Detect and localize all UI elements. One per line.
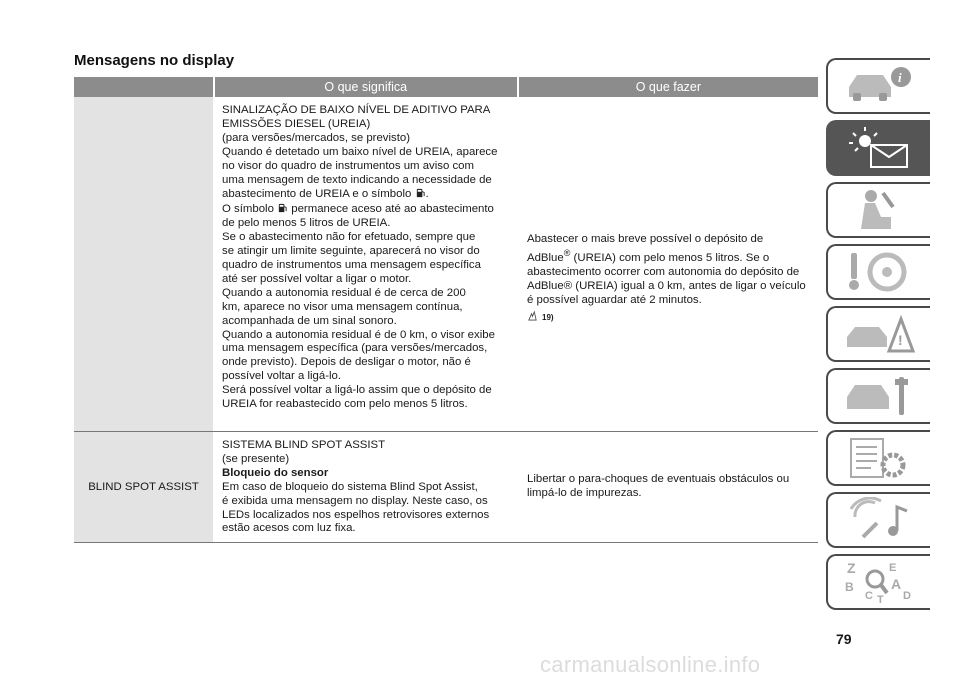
index-letter: A (891, 576, 902, 592)
meaning-line: uma mensagem de texto indicando a necessidade de (222, 173, 492, 186)
tab-safety[interactable] (826, 182, 930, 238)
svg-text:!: ! (898, 332, 903, 348)
meaning-line: Será possível voltar a ligá-lo assim que o depósito de (222, 384, 492, 397)
index-letter: Z (847, 560, 856, 576)
urea-fuel-pump-icon (277, 202, 288, 213)
meaning-line: quadro de instrumentos uma mensagem específica (222, 258, 481, 271)
action-line: abastecimento ocorrer com autonomia do depósito de (527, 265, 800, 278)
action-line: Libertar o para-choques de eventuais obstáculos ou (527, 473, 790, 486)
header-blank-cell (74, 77, 213, 97)
meaning-cell (213, 432, 518, 542)
warning-reference (527, 310, 806, 325)
row-label-cell: BLIND SPOT ASSIST (74, 432, 213, 542)
specifications-gear-icon (841, 435, 917, 481)
breakdown-warning-icon (841, 311, 917, 357)
messages-table (74, 77, 818, 543)
meaning-line: SINALIZAÇÃO DE BAIXO NÍVEL DE ADITIVO PARA (222, 104, 491, 116)
key-steering-wheel-icon (841, 249, 917, 295)
action-line: é possível aguardar até 2 minutos. (527, 293, 702, 306)
tab-multimedia[interactable] (826, 492, 930, 548)
car-maintenance-icon (841, 373, 917, 419)
tab-car-info[interactable] (826, 58, 930, 114)
page-number: 79 (836, 631, 852, 647)
index-letter: B (845, 580, 854, 594)
action-line (527, 247, 806, 266)
action-cell (518, 432, 818, 542)
index-letter: D (903, 590, 911, 602)
table-row-urea (74, 97, 818, 432)
meaning-subheading: Bloqueio do sensor (222, 466, 329, 479)
meaning-line: se atingir um limite seguinte, aparecerá no visor do (222, 245, 480, 258)
meaning-line: possível voltar a ligá-lo. (222, 370, 342, 383)
tab-warning-lights[interactable] (826, 120, 930, 176)
meaning-line: até ser possível voltar a ligar o motor. (222, 272, 412, 285)
urea-fuel-pump-icon (415, 187, 426, 198)
index-letter: E (889, 562, 897, 574)
meaning-text: abastecimento de UREIA e o símbolo (222, 188, 412, 201)
meaning-line: Quando a autonomia residual é de 0 km, o visor exibe (222, 328, 495, 341)
warning-ref-number: 19) (542, 312, 554, 322)
meaning-line: EMISSÕES DIESEL (UREIA) (222, 117, 371, 130)
meaning-line: Se o abastecimento não for efetuado, sempre que (222, 231, 476, 244)
header-what-means: O que significa (213, 77, 517, 97)
meaning-line: Em caso de bloqueio do sistema Blind Spot Assist, (222, 480, 478, 493)
warning-light-message-icon (841, 125, 917, 171)
svg-text:i: i (898, 70, 902, 85)
meaning-line: LEDs localizados nos espelhos retrovisores externos (222, 508, 490, 521)
meaning-line: Quando é detetado um baixo nível de UREIA, aparece (222, 145, 498, 158)
meaning-line: UREIA for reabastecido com pelo menos 5 litros. (222, 398, 468, 411)
meaning-line (222, 202, 514, 217)
meaning-line: km, aparece no visor uma mensagem contínua, (222, 300, 463, 313)
meaning-line: onde previsto). Depois de desligar o motor, não é (222, 356, 471, 369)
meaning-line: uma mensagem específica (para versões/mercados, (222, 342, 488, 355)
meaning-line: abastecimento de UREIA e o símbolo . (222, 188, 429, 201)
meaning-line: é exibida uma mensagem no display. Neste caso, os (222, 494, 488, 507)
action-line: AdBlue® (UREIA) igual a 0 km, antes de ligar o veículo (527, 279, 806, 292)
tab-index[interactable] (826, 554, 930, 610)
meaning-text: permanece aceso até ao abastecimento (291, 203, 494, 216)
row-label-cell (74, 97, 213, 431)
meaning-line: de pelo menos 5 litros de UREIA. (222, 217, 391, 230)
index-search-icon (841, 559, 917, 605)
action-text-block (527, 233, 806, 324)
meaning-line: (se presente) (222, 452, 290, 465)
meaning-line: estão acesos com luz fixa. (222, 522, 356, 535)
multimedia-icon (841, 497, 917, 543)
watermark: carmanualsonline.info (540, 652, 761, 677)
car-info-icon (841, 63, 917, 109)
index-letter: T (877, 594, 884, 605)
seat-airbag-icon (841, 187, 917, 233)
warning-hand-icon (527, 310, 538, 321)
tab-emergency[interactable] (826, 306, 930, 362)
header-what-to-do: O que fazer (517, 77, 818, 97)
table-row-blind-spot (74, 432, 818, 543)
action-cell (518, 97, 818, 431)
tab-maintenance[interactable] (826, 368, 930, 424)
tab-specifications[interactable] (826, 430, 930, 486)
action-line: Abastecer o mais breve possível o depósito de (527, 233, 764, 246)
chapter-sidebar (826, 58, 930, 616)
tab-starting-driving[interactable] (826, 244, 930, 300)
table-header (74, 77, 818, 97)
meaning-cell (213, 97, 518, 431)
meaning-line: no visor do quadro de instrumentos um aviso com (222, 159, 474, 172)
page-title: Mensagens no display (74, 52, 235, 69)
action-line: limpá-lo de impurezas. (527, 487, 642, 499)
meaning-line: acompanhada de um sinal sonoro. (222, 314, 397, 327)
meaning-line: (para versões/mercados, se previsto) (222, 131, 411, 144)
meaning-line: Quando a autonomia residual é de cerca de 200 (222, 286, 466, 299)
meaning-text: O símbolo (222, 203, 274, 216)
action-text: AdBlue (527, 252, 564, 265)
meaning-line: SISTEMA BLIND SPOT ASSIST (222, 439, 386, 451)
action-text-block (527, 473, 789, 501)
registered-mark: ® (563, 248, 571, 259)
action-text: (UREIA) com pelo menos 5 litros. Se o (573, 252, 770, 265)
index-letter: C (865, 590, 873, 602)
